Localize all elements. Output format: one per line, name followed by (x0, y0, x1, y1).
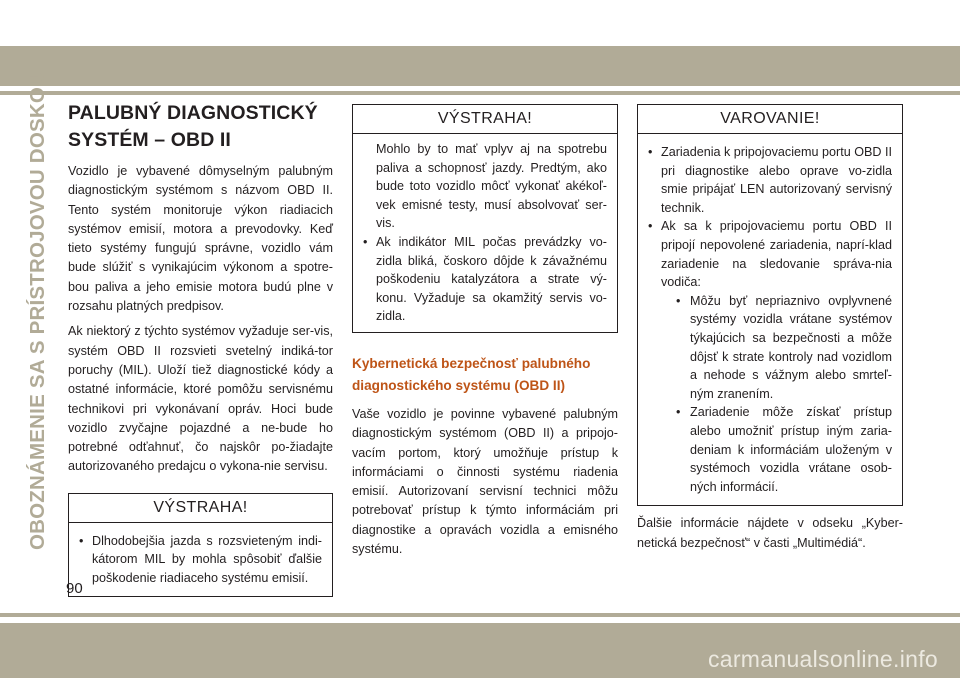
header-band (0, 46, 960, 86)
mil-paragraph: Ak niektorý z týchto systémov vyžaduje ser-vis, systém OBD II rozsvieti svetelný indiká-tor poruchy (MIL). Uloží tiež diagnostické kódy a ostatné informácie, ktoré pomôžu servisnému technikovi pri vykonávaní opráv. Hoci bude vozidlo zvyčajne pojazdné a ne-bude ho potrebné odťahnuť, čo najskôr po-žiadajte autorizovaného predajcu o vykona-nie servisu. (68, 324, 333, 474)
bullet-icon: • (648, 219, 653, 234)
bullet-icon: • (648, 145, 653, 159)
side-title-text: OBOZNÁMENIE SA S PRÍSTROJOVOU DOSKOU (26, 72, 49, 550)
caution-item-text: Ak sa k pripojovaciemu portu OBD II pripojí nepovolené zariadenia, naprí-klad zariadenie na sledovanie správa-nia vodiča: (661, 219, 892, 290)
caution-box-body (638, 134, 902, 505)
page-number: 90 (66, 580, 83, 597)
heading-line-2: SYSTÉM – OBD II (68, 129, 231, 151)
warning-item-text: Ak indikátor MIL počas prevádzky vo-zidla bliká, čoskoro dôjde k závažnému poškodeniu katalyzátora a strate vý-konu. Vyžaduje sa okamžitý servis vo-zidla. (376, 234, 607, 324)
caution-sub-item-text: Môžu byť nepriaznivo ovplyvnené systémy vozidla vrátane systémov týkajúcich sa bezpečnosti a môže dôjsť k strate kontroly nad vozidlom a nehode s vážnym alebo smrteľ-ným zranením. (690, 293, 892, 401)
warning-box-1 (68, 493, 333, 597)
heading-line-1: PALUBNÝ DIAGNOSTICKÝ (68, 102, 318, 124)
caution-box (637, 104, 903, 506)
caution-item-text: Zariadenia k pripojovaciemu portu OBD II pri diagnostike alebo oprave vo-zidla smie pripájať LEN autorizovaný servisný technik. (661, 145, 892, 215)
page-heading (68, 100, 333, 154)
column-middle (352, 104, 618, 565)
warning-box-body (353, 134, 617, 332)
cybersecurity-paragraph: Vaše vozidlo je povinne vybavené palubným diagnostickým systémom (OBD II) a pripojo-vacím portom, ktorý umožňuje prístup k informáciami o činnosti systému riadenia emisií. Autorizovaní servisní technici môžu potrebovať prístup k týmto informáciám pri diagnostike a opravách vozidla a emisného systému. (352, 406, 618, 557)
warning-box-title: VÝSTRAHA! (69, 494, 332, 523)
warning-item-text: Dlhodobejšia jazda s rozsvieteným indi-kátorom MIL by mohla spôsobiť ďalšie poškodenie riadiaceho systému emisií. (92, 533, 322, 585)
caution-sub-item (676, 292, 892, 404)
bullet-icon: • (676, 405, 681, 420)
footer-rule (0, 613, 960, 617)
warning-box-body (69, 523, 332, 596)
warning-item (363, 233, 607, 326)
warning-box-title: VÝSTRAHA! (353, 105, 617, 134)
caution-sub-item (676, 403, 892, 496)
column-left (68, 100, 333, 597)
warning-box-2 (352, 104, 618, 333)
intro-paragraph: Vozidlo je vybavené dômyselným palubným diagnostickým systémom s názvom OBD II. Tento systém monitoruje výkon riadiacich systémov emisií, motora a prevodovky. Keď tieto systémy fungujú správne, vozidlo vám bude slúžiť s vynikajúcim výkonom a spotre-bou paliva a jeho emisie motora budú plne v rozsahu platných predpisov. (68, 164, 333, 314)
warning-item (79, 532, 322, 588)
header-rule (0, 91, 960, 95)
caution-item (648, 217, 892, 291)
caution-item (648, 143, 892, 217)
column-right (637, 104, 903, 559)
section-side-title (24, 72, 54, 550)
cybersecurity-subheading: Kybernetická bezpečnosť palubného diagnostického systému (OBD II) (352, 355, 591, 393)
reference-paragraph: Ďalšie informácie nájdete v odseku „Kyber-netická bezpečnosť“ v časti „Multimédiá“. (637, 516, 903, 550)
bullet-icon: • (363, 234, 368, 249)
caution-sub-item-text: Zariadenie môže získať prístup alebo umožniť prístup iným zaria-deniam k informáciám uloženým v systémoch vozidla vrátane osob-ných informácií. (690, 405, 892, 494)
watermark-text: carmanualsonline.info (707, 646, 938, 672)
warning-lead-text: Mohlo by to mať vplyv aj na spotrebu paliva a schopnosť jazdy. Predtým, ako bude toto vozidlo môcť vykonať akékoľ-vek emisné testy, musí absolvovať ser-vis. (376, 142, 607, 231)
bullet-icon: • (79, 533, 84, 548)
bullet-icon: • (676, 293, 681, 308)
caution-box-title: VAROVANIE! (638, 105, 902, 134)
